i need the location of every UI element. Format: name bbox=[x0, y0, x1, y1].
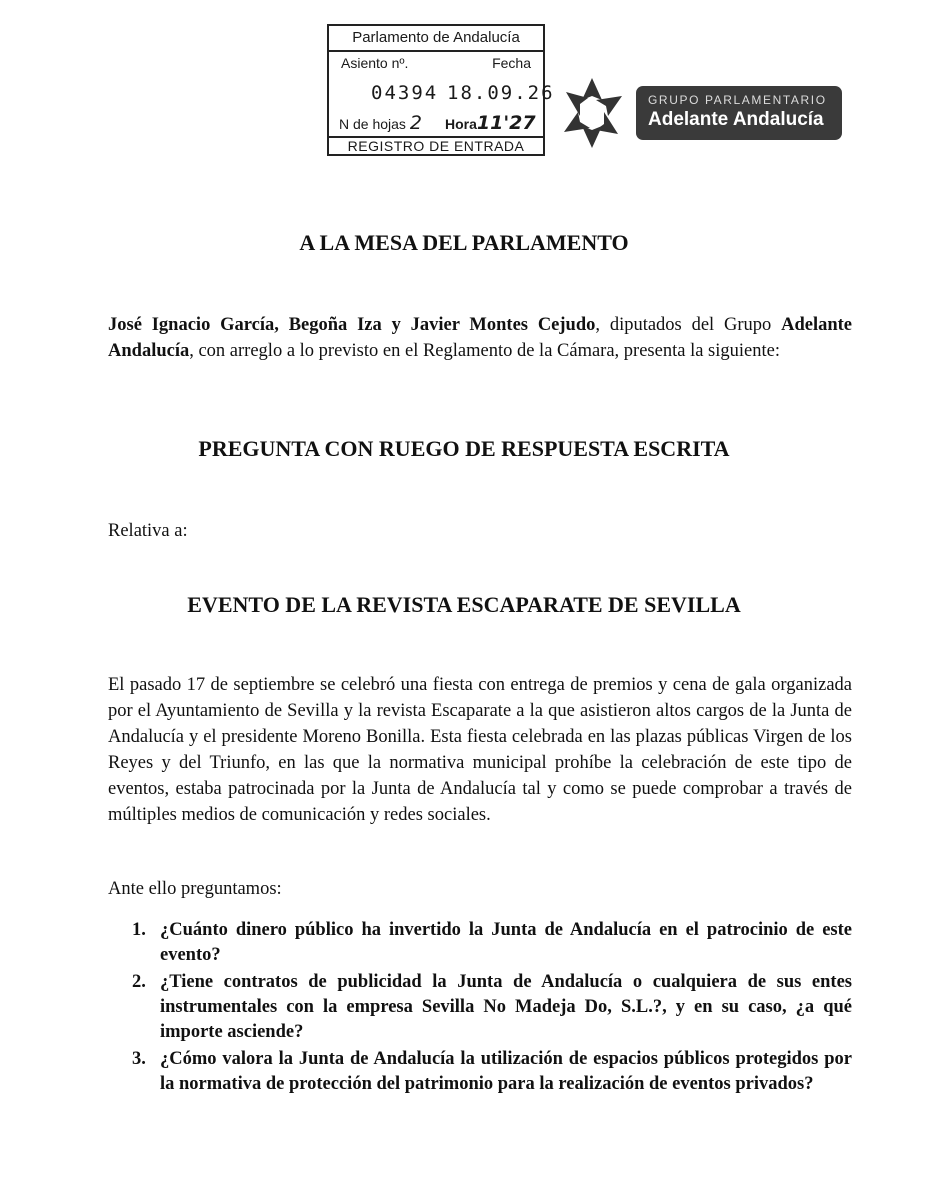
question-number: 1. bbox=[132, 920, 146, 940]
intro-names: José Ignacio García, Begoña Iza y Javier Montes Cejudo bbox=[108, 315, 596, 335]
addressee-heading: A LA MESA DEL PARLAMENTO bbox=[299, 230, 629, 255]
stamp-labels-row bbox=[329, 52, 543, 74]
stamp-hojas-row bbox=[329, 110, 543, 138]
stamp-hojas-value: 2 bbox=[409, 112, 422, 134]
question-number: 3. bbox=[132, 1049, 146, 1069]
intro-text-2: , con arreglo a lo previsto en el Reglamento de la Cámara, presenta la siguiente: bbox=[189, 341, 780, 361]
stamp-hojas-label: N de hojas bbox=[339, 116, 406, 132]
question-text: ¿Cómo valora la Junta de Andalucía la utilización de espacios públicos protegidos por la normativa de protección del patrimonio para la realización de eventos privados? bbox=[160, 1049, 852, 1094]
stamp-footer: REGISTRO DE ENTRADA bbox=[347, 138, 525, 154]
question-text: ¿Tiene contratos de publicidad la Junta de Andalucía o cualquiera de sus entes instrumentales con la empresa Sevilla No Madeja Do, S.L.?, y en su caso, ¿a qué importe asciende? bbox=[160, 972, 852, 1042]
stamp-date: 18.09.26 bbox=[447, 82, 555, 104]
question-item bbox=[108, 1047, 852, 1097]
adelante-andalucia-star-icon bbox=[552, 72, 632, 152]
registration-stamp bbox=[327, 24, 555, 156]
questions-list bbox=[108, 918, 852, 1099]
logo-line-2: Adelante Andalucía bbox=[648, 109, 824, 130]
body-paragraph: El pasado 17 de septiembre se celebró una fiesta con entrega de premios y cena de gala organizada por el Ayuntamiento de Sevilla y la revista Escaparate a la que asistieron altos cargos de la Junta de Andalucía y el presidente Moreno Bonilla. Esta fiesta celebrada en las plazas públicas Virgen de los Reyes y del Triunfo, en las que la normativa municipal prohíbe la celebración de este tipo de eventos, estaba patrocinada por la Junta de Andalucía tal y como se puede comprobar a través de múltiples medios de comunicación y redes sociales. bbox=[108, 675, 852, 825]
question-number: 2. bbox=[132, 972, 146, 992]
party-logo-badge bbox=[636, 86, 842, 140]
stamp-values-row bbox=[329, 78, 555, 108]
question-item bbox=[108, 918, 852, 968]
stamp-hora-value: 11'27 bbox=[476, 112, 536, 134]
questions-intro: Ante ello preguntamos: bbox=[108, 879, 282, 899]
intro-text-1: , diputados del Grupo bbox=[595, 315, 782, 335]
subject-heading: EVENTO DE LA REVISTA ESCAPARATE DE SEVILLA bbox=[187, 592, 741, 617]
logo-line-1: GRUPO PARLAMENTARIO bbox=[648, 93, 827, 107]
stamp-title: Parlamento de Andalucía bbox=[329, 26, 543, 52]
relativa-label: Relativa a: bbox=[108, 521, 188, 541]
intro-paragraph bbox=[108, 312, 852, 364]
stamp-hora-label: Hora bbox=[445, 116, 477, 132]
intro-group: Adelante Andalucía bbox=[108, 315, 852, 361]
question-item bbox=[108, 970, 852, 1045]
stamp-asiento-number: 04394 bbox=[371, 82, 439, 104]
stamp-asiento-label: Asiento nº. bbox=[341, 55, 409, 71]
question-text: ¿Cuánto dinero público ha invertido la Junta de Andalucía en el patrocinio de este evento? bbox=[160, 920, 852, 965]
question-type-heading: PREGUNTA CON RUEGO DE RESPUESTA ESCRITA bbox=[198, 436, 730, 461]
stamp-fecha-label: Fecha bbox=[492, 55, 531, 71]
